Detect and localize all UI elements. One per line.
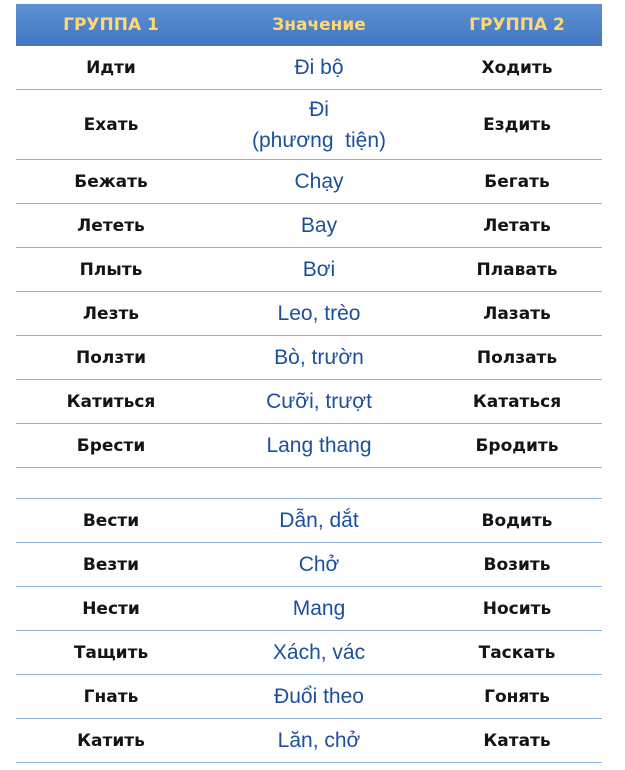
group2-verb: Ползать [432,336,602,380]
group2-verb: Носить [432,587,602,631]
group2-verb: Ходить [432,46,602,90]
meaning-cell: Chở [206,543,432,587]
header-row [16,4,602,46]
header-meaning: Значение [206,4,432,46]
group1-verb: Ехать [16,90,206,160]
group2-verb: Бродить [432,424,602,468]
group2-verb: Ездить [432,90,602,160]
group1-verb: Лезть [16,292,206,336]
meaning-line-2: (phương tiện) [251,128,387,152]
table-row [16,719,602,763]
meaning-cell: Đi bộ [206,46,432,90]
group1-verb: Ползти [16,336,206,380]
group1-verb: Гнать [16,675,206,719]
table-row [16,543,602,587]
table-body [16,46,602,763]
table-row [16,336,602,380]
group1-verb: Плыть [16,248,206,292]
group2-verb: Кататься [432,380,602,424]
meaning-cell: Bay [206,204,432,248]
table-row [16,631,602,675]
table-header [16,4,602,46]
group2-verb: Лазать [432,292,602,336]
meaning-cell: Đuổi theo [206,675,432,719]
group1-verb: Катиться [16,380,206,424]
group2-verb: Гонять [432,675,602,719]
header-group2: ГРУППА 2 [432,4,602,46]
meaning-cell: Cưỡi, trượt [206,380,432,424]
group1-verb: Катить [16,719,206,763]
group2-verb: Плавать [432,248,602,292]
group1-verb: Везти [16,543,206,587]
table-row [16,46,602,90]
table-row [16,675,602,719]
meaning-cell: Xách, vác [206,631,432,675]
meaning-line-1: Đi [309,97,329,121]
table-row [16,380,602,424]
meaning-cell: Lang thang [206,424,432,468]
meaning-cell: Mang [206,587,432,631]
meaning-cell: Leo, trèo [206,292,432,336]
table-row [16,248,602,292]
group2-verb: Катать [432,719,602,763]
group1-verb: Тащить [16,631,206,675]
group2-verb: Летать [432,204,602,248]
group1-verb: Брести [16,424,206,468]
table-row [16,499,602,543]
group1-verb: Идти [16,46,206,90]
group2-verb: Возить [432,543,602,587]
meaning-cell: Bò, trườn [206,336,432,380]
table-row [16,292,602,336]
group2-verb: Таскать [432,631,602,675]
table-row [16,160,602,204]
group2-verb: Водить [432,499,602,543]
table-row [16,587,602,631]
header-group1: ГРУППА 1 [16,4,206,46]
group1-verb: Бежать [16,160,206,204]
meaning-cell: Chạy [206,160,432,204]
empty-cell [432,468,602,499]
meaning-cell [206,90,432,160]
table-row [16,424,602,468]
group2-verb: Бегать [432,160,602,204]
meaning-cell: Dẫn, dắt [206,499,432,543]
group1-verb: Вести [16,499,206,543]
group1-verb: Лететь [16,204,206,248]
group1-verb: Нести [16,587,206,631]
meaning-cell: Bơi [206,248,432,292]
separator-row [16,468,602,499]
verbs-of-motion-table [16,4,602,763]
meaning-cell: Lăn, chở [206,719,432,763]
empty-cell [16,468,206,499]
table-row [16,90,602,160]
empty-cell [206,468,432,499]
table-row [16,204,602,248]
